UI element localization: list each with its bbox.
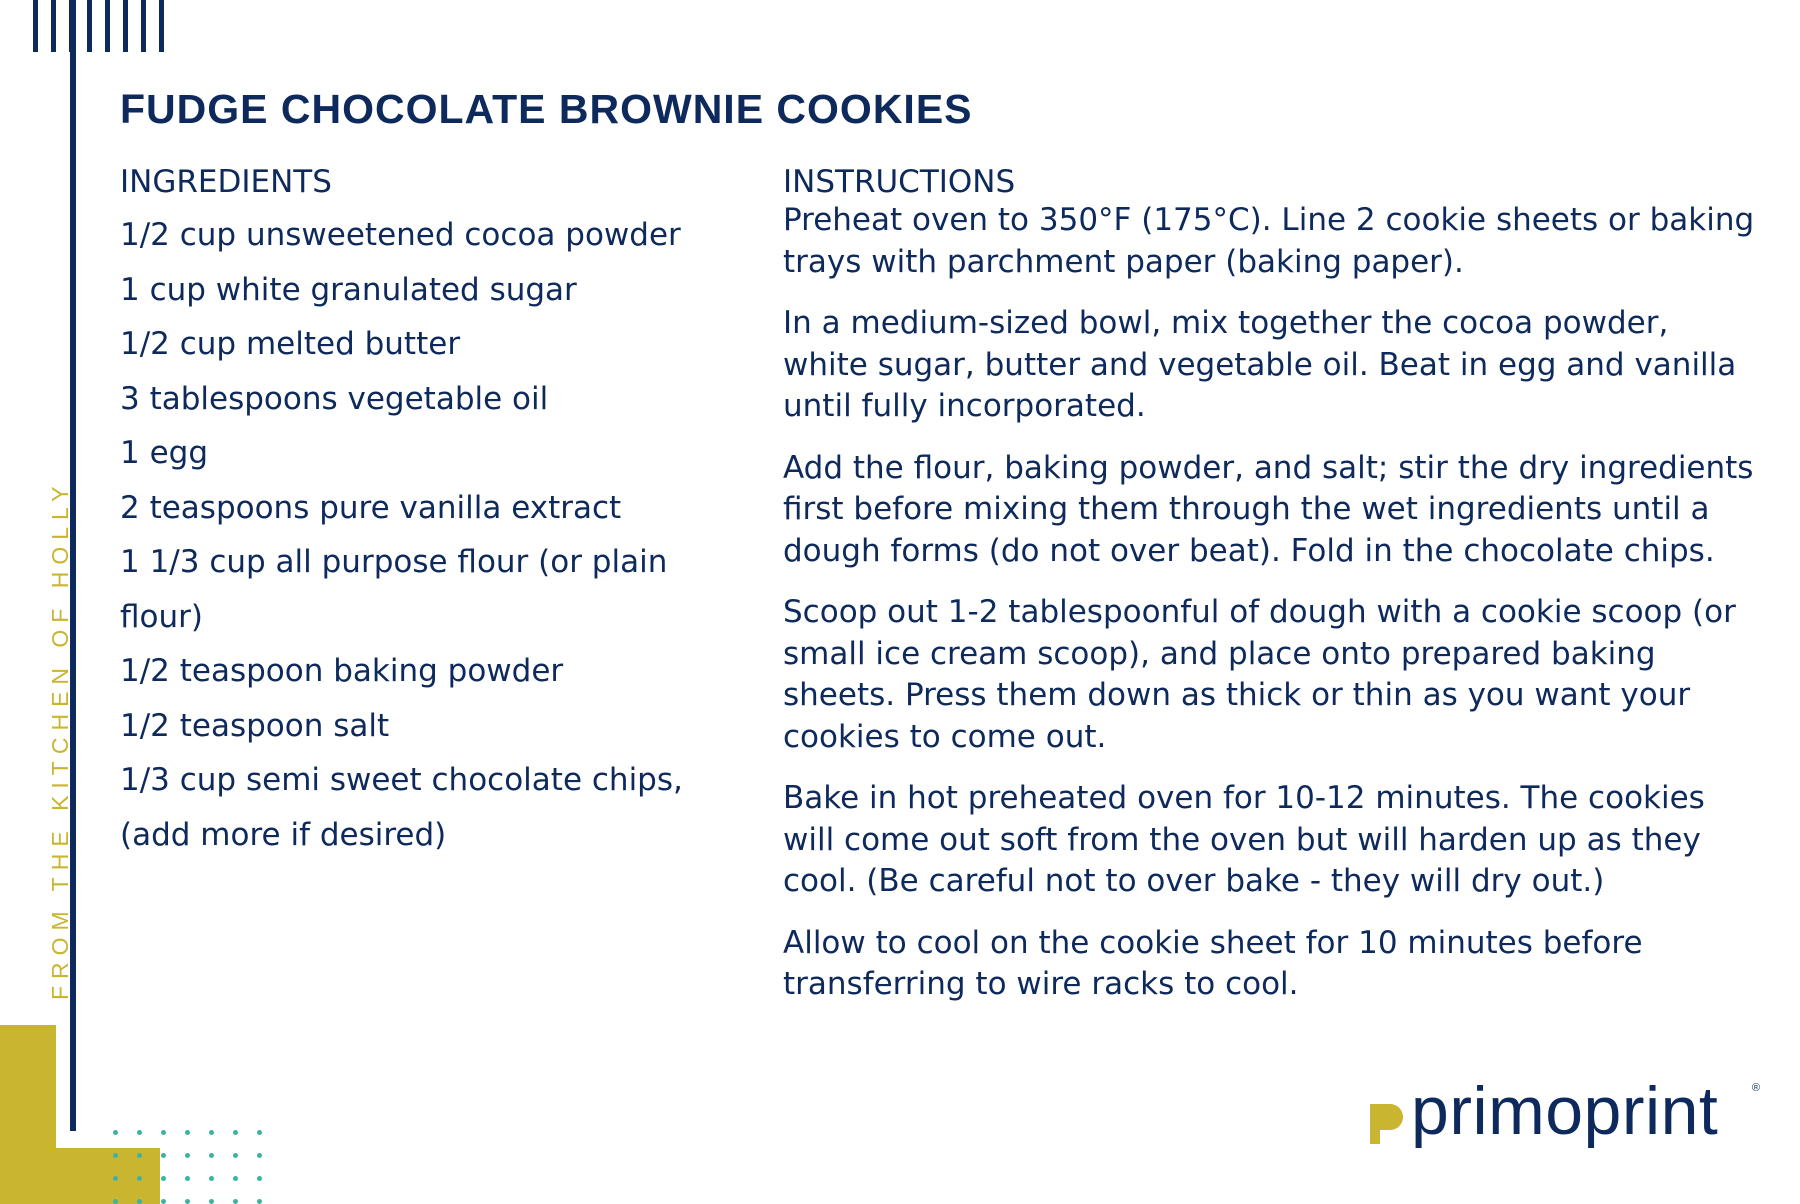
dot <box>113 1130 118 1135</box>
dot <box>137 1199 142 1204</box>
ingredient-item: (add more if desired) <box>120 816 447 853</box>
ingredient-item: 1/2 cup unsweetened cocoa powder <box>120 217 681 253</box>
ingredient-item: 1/2 teaspoon salt <box>120 707 390 744</box>
logo-mark-icon <box>1370 1104 1403 1144</box>
top-stripes-decoration <box>33 0 173 54</box>
dot <box>185 1153 190 1158</box>
dot <box>113 1153 118 1158</box>
dot <box>113 1176 118 1181</box>
instructions-heading: INSTRUCTIONS <box>783 164 1016 200</box>
dot <box>209 1199 214 1204</box>
dot <box>233 1176 238 1181</box>
instruction-step: Allow to cool on the cookie sheet for 10 minutes before transferring to wire racks to cool. <box>783 924 1643 1002</box>
ingredient-item: 3 tablespoons vegetable oil <box>120 380 549 417</box>
dot <box>233 1199 238 1204</box>
dot <box>185 1176 190 1181</box>
gold-block-decoration-bottom <box>0 1148 160 1204</box>
dot <box>257 1176 262 1181</box>
dot <box>161 1153 166 1158</box>
ingredients-section <box>120 164 740 862</box>
registered-mark: ® <box>1751 1082 1760 1094</box>
dot <box>161 1176 166 1181</box>
dot <box>257 1130 262 1135</box>
dot <box>233 1130 238 1135</box>
dot <box>137 1176 142 1181</box>
dot <box>209 1130 214 1135</box>
instruction-step: Scoop out 1-2 tablespoonful of dough with a cookie scoop (or small ice cream scoop), and place onto prepared baking sheets. Press them down as thick or thin as you want your cookies to come out. <box>783 594 1736 755</box>
ingredient-item: 1 egg <box>120 435 209 471</box>
ingredient-item: 1/2 teaspoon baking powder <box>120 653 564 689</box>
dot <box>257 1199 262 1204</box>
instruction-step: In a medium-sized bowl, mix together the cocoa powder, white sugar, butter and vegetable oil. Beat in egg and vanilla until fully incorporated. <box>783 305 1737 424</box>
dot <box>185 1199 190 1204</box>
dot <box>161 1130 166 1135</box>
instruction-step: Bake in hot preheated oven for 10-12 minutes. The cookies will come out soft from the oven but will harden up as they cool. (Be careful not to over bake - they will dry out.) <box>783 780 1705 899</box>
dot <box>257 1153 262 1158</box>
ingredient-item: 1/2 cup melted butter <box>120 326 461 362</box>
instruction-step: Preheat oven to 350°F (175°C). Line 2 cookie sheets or baking trays with parchment paper (baking paper). <box>783 202 1755 280</box>
ingredient-item: 1/3 cup semi sweet chocolate chips, <box>120 762 683 798</box>
ingredients-list <box>120 208 740 862</box>
dot <box>209 1176 214 1181</box>
ingredient-item: 1 cup white granulated sugar <box>120 271 577 308</box>
ingredients-heading: INGREDIENTS <box>120 164 332 200</box>
dot <box>161 1199 166 1204</box>
recipe-title: FUDGE CHOCOLATE BROWNIE COOKIES <box>120 86 973 132</box>
dot <box>233 1153 238 1158</box>
logo-wordmark: primoprint <box>1411 1073 1719 1149</box>
dot <box>113 1199 118 1204</box>
ingredient-item: 2 teaspoons pure vanilla extract <box>120 489 622 526</box>
dot <box>209 1153 214 1158</box>
dot <box>185 1130 190 1135</box>
ingredient-item: 1 1/3 cup all purpose flour (or plain <box>120 544 668 580</box>
dot <box>137 1130 142 1135</box>
instructions-section <box>783 164 1763 1026</box>
ingredient-item: flour) <box>120 598 203 635</box>
side-label: FROM THE KITCHEN OF HOLLY <box>47 479 73 1000</box>
dot <box>137 1153 142 1158</box>
brand-logo <box>1365 1073 1760 1149</box>
instruction-step: Add the flour, baking powder, and salt; stir the dry ingredients first before mixing them through the wet ingredients until a dough forms (do not over beat). Fold in the chocolate chips. <box>783 449 1754 569</box>
